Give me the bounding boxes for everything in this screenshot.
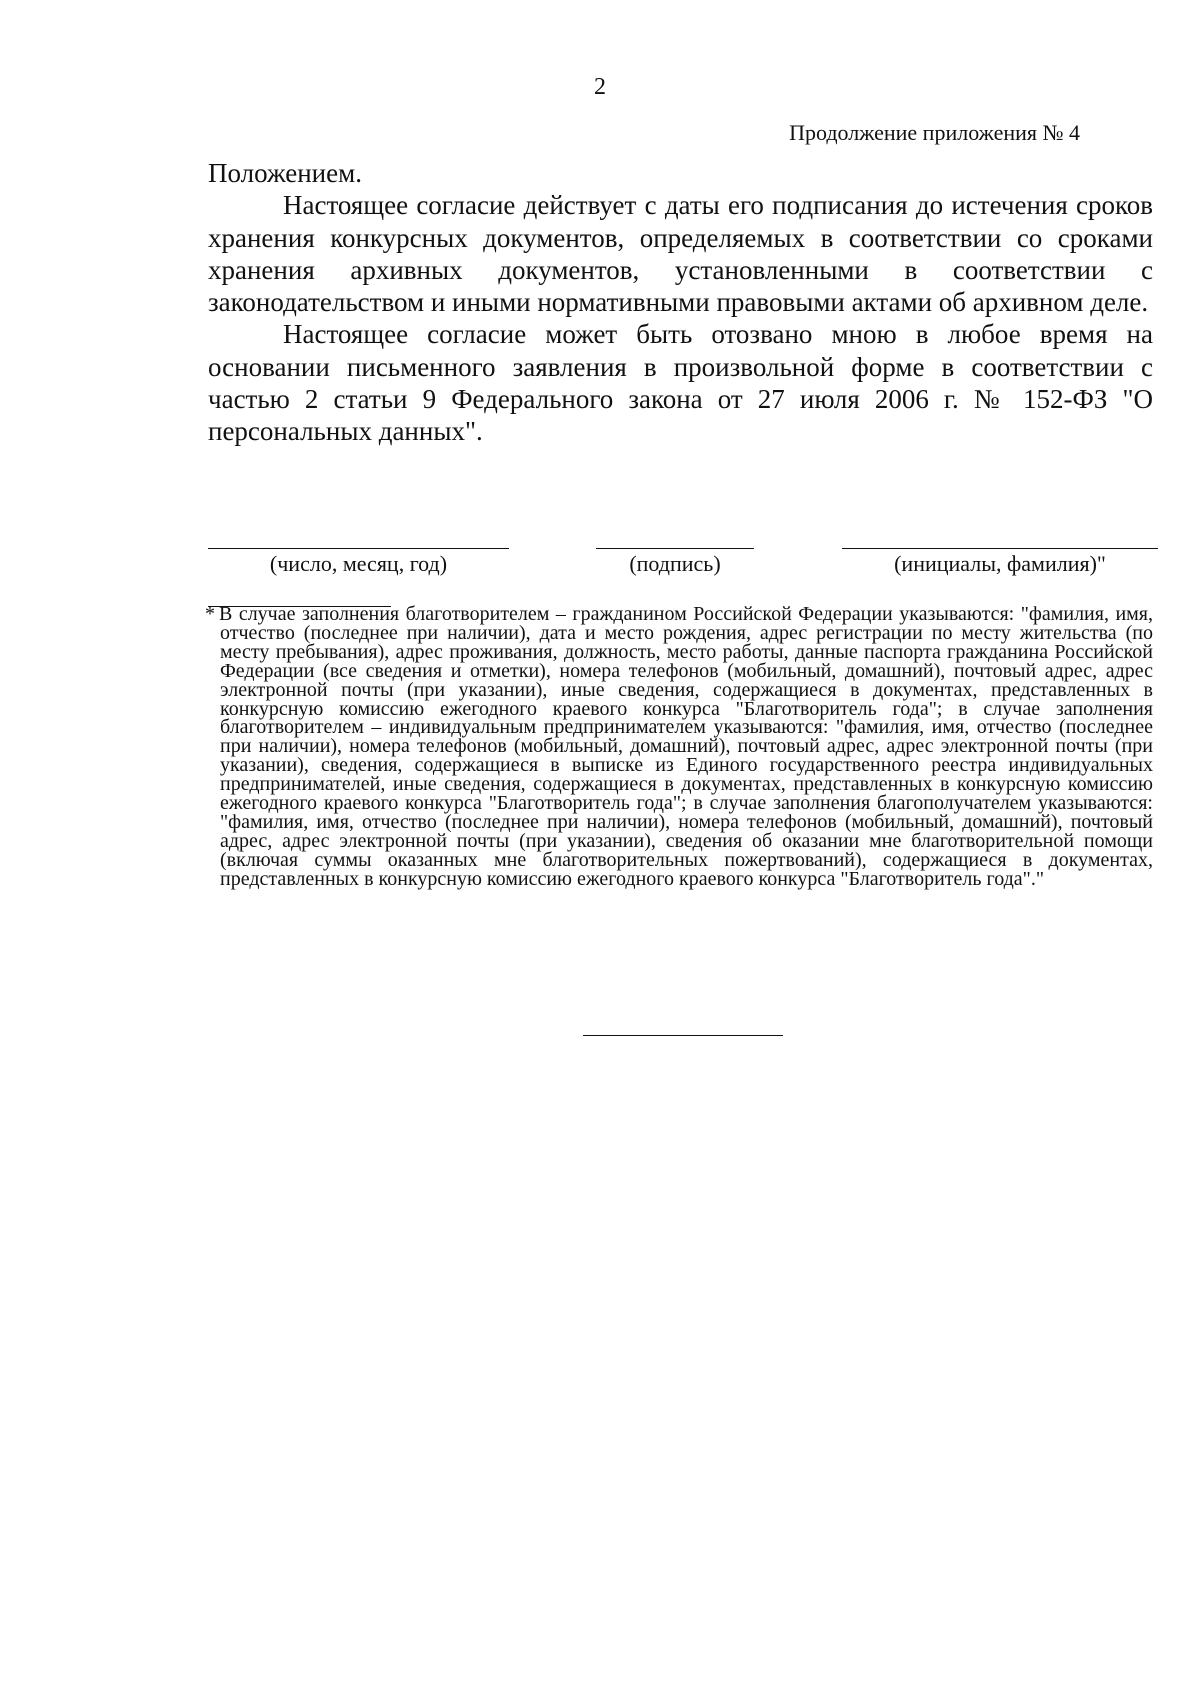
footnote (205, 603, 1153, 890)
page-number: 2 (594, 74, 606, 100)
consent-text (208, 157, 1153, 448)
signature-caption: (подпись) (629, 551, 721, 576)
appendix-continuation-label: Продолжение приложения № 4 (789, 120, 1080, 145)
signature-line (596, 548, 754, 549)
name-caption: (инициалы, фамилия)" (894, 551, 1106, 576)
end-of-document-rule (583, 1035, 783, 1036)
footnote-text: В случае заполнения благотворителем – гражданином Российской Федерации указываются: "фамилия, имя, отчество (последнее при наличии), дата и место рождения, адрес регистрации по месту жительства (по месту пребывания), адрес проживания, должность, место работы, данные паспорта гражданина Российской Федерации (все сведения и отметки), номера телефонов (мобильный, домашний), почтовый адрес, адрес электронной почты (при указании), иные сведения, содержащиеся в документах, представленных в конкурсную комиссию ежегодного краевого конкурса "Благотворитель года"; в случае заполнения благотворителем – индивидуальным предпринимателем указываются: "фамилия, имя, отчество (последнее при наличии), номера телефонов (мобильный, домашний), почтовый адрес, адрес электронной почты (при указании), сведения, содержащиеся в выписке из Единого государственного реестра индивидуальных предпринимателей, иные сведения, содержащиеся в документах, представленных в конкурсную комиссию ежегодного краевого конкурса "Благотворитель года"; в случае заполнения благополучателем указываются: "фамилия, имя, отчество (последнее при наличии), номера телефонов (мобильный, домашний), почтовый адрес, адрес электронной почты (при указании), сведения об оказании мне благотворительной помощи (включая суммы оказанных мне благотворительных пожертвований), содержащиеся в документах, представленных в конкурсную комиссию ежегодного краевого конкурса "Благотворитель года"." (219, 603, 1153, 890)
lead-line: Положением. (208, 158, 362, 188)
date-caption: (число, месяц, год) (269, 551, 448, 576)
revocation-paragraph: Настоящее согласие может быть отозвано мною в любое время на основании письменного заявления в произвольной форме в соответствии с частью 2 статьи 9 Федерального закона от 27 июля 2006 г. № 152-ФЗ "О персональных данных". (208, 319, 1153, 447)
footnote-marker: * (205, 603, 215, 625)
validity-paragraph: Настоящее согласие действует с даты его подписания до истечения сроков хранения конкурсных документов, определяемых в соответствии со сроками хранения архивных документов, установленными в соответствии с законодательством и иными нормативными правовыми актами об архивном деле. (208, 190, 1153, 318)
name-signature-line (842, 548, 1158, 549)
date-signature-line (208, 548, 509, 549)
